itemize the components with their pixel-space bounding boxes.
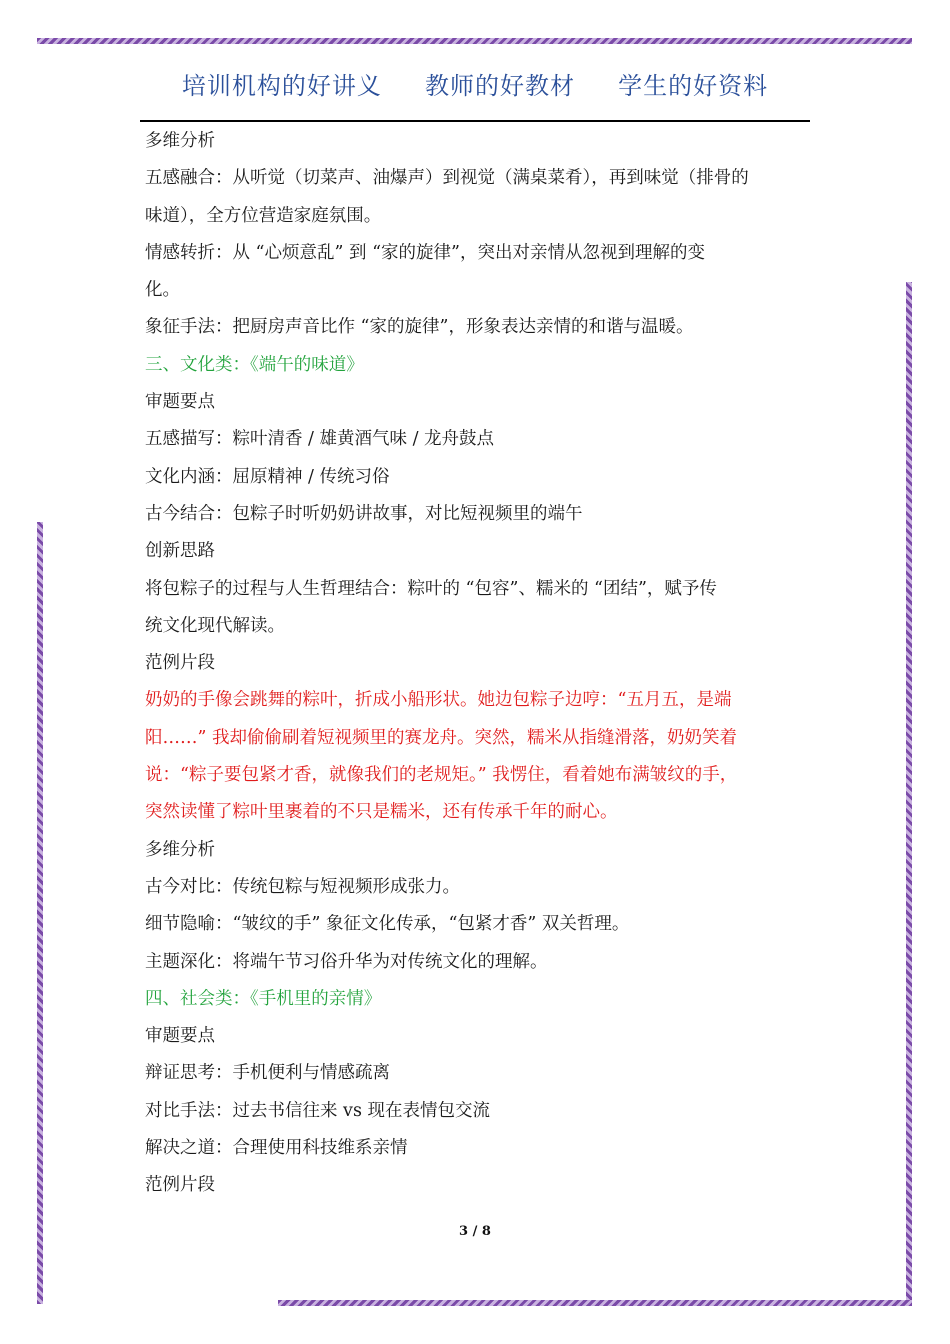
body-text-line: 情感转折：从 “心烦意乱” 到 “家的旋律”，突出对亲情从忽视到理解的变 — [145, 242, 705, 263]
example-excerpt-line: 说：“粽子要包紧才香，就像我们的老规矩。” 我愣住，看着她布满皱纹的手， — [145, 765, 738, 786]
page-number: 3 / 8 — [459, 1224, 491, 1239]
body-text-line: 五感融合：从听觉（切菜声、油爆声）到视觉（满桌菜肴），再到味觉（排骨的 — [145, 168, 749, 189]
body-text-line: 五感描写：粽叶清香 / 雄黄酒气味 / 龙舟鼓点 — [145, 429, 495, 450]
body-text-line: 多维分析 — [145, 131, 215, 151]
document-body — [145, 123, 825, 1205]
example-excerpt-line: 阳……” 我却偷偷刷着短视频里的赛龙舟。突然，糯米从指缝滑落，奶奶笑着 — [145, 727, 738, 748]
body-text-line: 化。 — [145, 280, 180, 301]
body-text-line: 细节隐喻：“皱纹的手” 象征文化传承，“包紧才香” 双关哲理。 — [145, 914, 630, 935]
body-text-line: 主题深化：将端午节习俗升华为对传统文化的理解。 — [145, 951, 548, 972]
page-header-title: 培训机构的好讲义 教师的好教材 学生的好资料 — [181, 72, 769, 100]
decorative-frame-top — [37, 38, 912, 44]
section-heading: 三、文化类：《端午的味道》 — [145, 354, 364, 375]
body-text-line: 古今结合：包粽子时听奶奶讲故事，对比短视频里的端午 — [145, 503, 583, 524]
header-divider — [140, 120, 810, 122]
section-heading: 四、社会类：《手机里的亲情》 — [145, 988, 382, 1009]
decorative-frame-right — [906, 282, 912, 1304]
body-text-line: 范例片段 — [145, 1175, 215, 1196]
body-text-line: 范例片段 — [145, 653, 215, 674]
body-text-line: 审题要点 — [145, 1026, 215, 1047]
body-text-line: 对比手法：过去书信往来 vs 现在表情包交流 — [145, 1100, 490, 1121]
example-excerpt-line: 奶奶的手像会跳舞的粽叶，折成小船形状。她边包粽子边哼：“五月五，是端 — [145, 690, 732, 711]
decorative-frame-left — [37, 522, 43, 1304]
body-text-line: 审题要点 — [145, 392, 215, 413]
body-text-line: 辩证思考：手机便利与情感疏离 — [145, 1063, 390, 1084]
decorative-frame-bottom — [278, 1300, 912, 1306]
body-text-line: 象征手法：把厨房声音比作 “家的旋律”，形象表达亲情的和谐与温暖。 — [145, 317, 694, 338]
body-text-line: 将包粽子的过程与人生哲理结合：粽叶的 “包容”、糯米的 “团结”，赋予传 — [145, 578, 717, 599]
body-text-line: 文化内涵：屈原精神 / 传统习俗 — [145, 466, 390, 487]
body-text-line: 解决之道：合理使用科技维系亲情 — [145, 1138, 408, 1159]
body-text-line: 古今对比：传统包粽与短视频形成张力。 — [145, 876, 460, 897]
body-text-line: 统文化现代解读。 — [145, 615, 285, 636]
body-text-line: 多维分析 — [145, 839, 215, 860]
body-text-line: 味道），全方位营造家庭氛围。 — [145, 205, 382, 226]
body-text-line: 创新思路 — [145, 541, 215, 562]
example-excerpt-line: 突然读懂了粽叶里裹着的不只是糯米，还有传承千年的耐心。 — [145, 802, 618, 823]
